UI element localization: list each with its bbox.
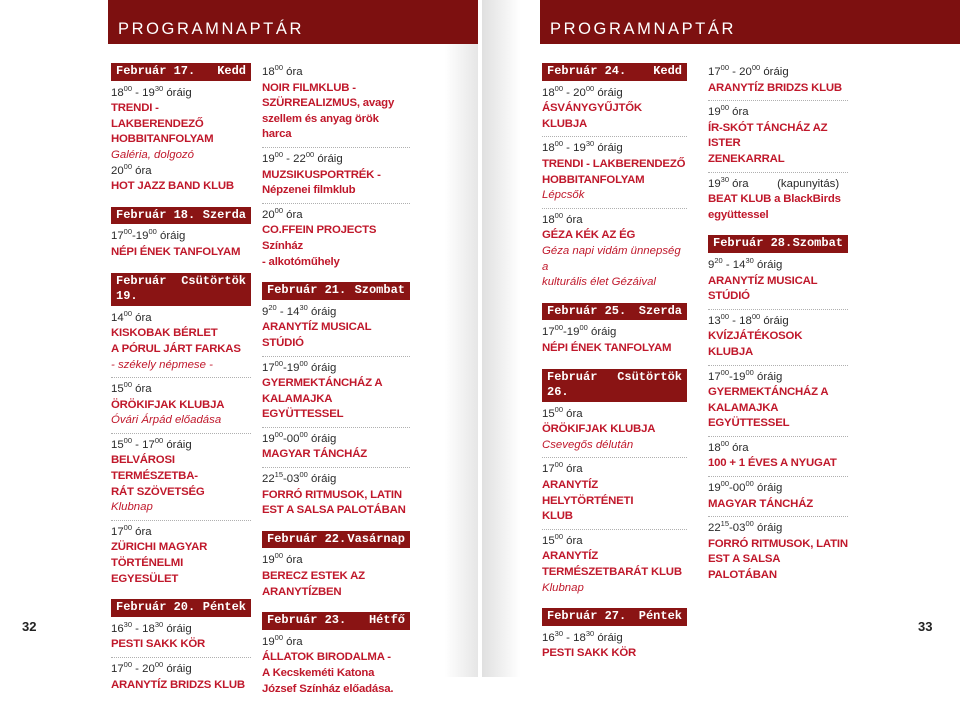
event-time: $14^{00}$ óra bbox=[111, 308, 152, 324]
event-name: ÁLLATOK BIRODALMA - bbox=[262, 651, 391, 664]
day-weekday: Péntek bbox=[638, 609, 682, 624]
event-item bbox=[262, 303, 410, 357]
day-header bbox=[542, 608, 687, 626]
event-name: EST A SALSA PALOTÁBAN bbox=[708, 553, 780, 582]
event-time: $9^{20} - 14^{30}$ óráig bbox=[262, 302, 337, 318]
event-item bbox=[262, 206, 410, 274]
event-item bbox=[708, 479, 848, 517]
event-name: KISKOBAK BÉRLET bbox=[111, 327, 218, 340]
event-time: $15^{00}$ óra bbox=[111, 380, 152, 396]
event-name: ÖRÖKIFJAK KLUBJA bbox=[111, 398, 225, 411]
event-item bbox=[111, 309, 251, 378]
page-header-title: PROGRAMNAPTÁR bbox=[118, 20, 304, 38]
day-header bbox=[262, 612, 410, 630]
day-date: Február 23. bbox=[267, 613, 347, 628]
event-name: A PÓRUL JÁRT FARKAS bbox=[111, 342, 241, 355]
event-name: TÖRTÉNELMI EGYESÜLET bbox=[111, 557, 184, 585]
day-weekday: Szerda bbox=[638, 303, 682, 318]
day-weekday: Szombat bbox=[792, 236, 843, 251]
event-time: $19^{30}$ óra (kapunyitás) bbox=[708, 174, 840, 190]
event-name: NÉPI ÉNEK TANFOLYAM bbox=[542, 341, 672, 354]
day-date: Február 26. bbox=[547, 369, 598, 400]
day-header bbox=[542, 63, 687, 81]
event-item bbox=[262, 359, 410, 428]
event-time: $18^{00} - 19^{30}$ óráig bbox=[111, 83, 192, 99]
day-weekday: Hétfő bbox=[368, 613, 405, 628]
event-subtitle: - székely népmese - bbox=[111, 358, 213, 371]
event-name: - alkotóműhely bbox=[262, 255, 340, 268]
event-item bbox=[542, 629, 687, 666]
header-banner bbox=[108, 0, 478, 44]
page-number: 32 bbox=[22, 619, 37, 634]
event-name: ARANYTÍZBEN bbox=[262, 585, 342, 598]
page-number: 33 bbox=[918, 619, 933, 634]
page-header-title: PROGRAMNAPTÁR bbox=[550, 20, 736, 38]
event-item bbox=[111, 227, 251, 264]
schedule-column bbox=[542, 63, 687, 668]
event-subtitle: Óvári Árpád előadása bbox=[111, 414, 222, 427]
event-item bbox=[111, 523, 251, 591]
day-date: Február 25. bbox=[547, 303, 627, 318]
event-item bbox=[542, 323, 687, 360]
day-header bbox=[111, 273, 251, 306]
event-name: A Kecskeméti Katona bbox=[262, 667, 375, 679]
event-item bbox=[708, 519, 848, 587]
event-time: $17^{00}-19^{00}$ óráig bbox=[708, 367, 783, 383]
event-item bbox=[262, 63, 410, 148]
day-date: Február 18. bbox=[116, 207, 196, 222]
event-item bbox=[111, 436, 251, 521]
schedule-column bbox=[262, 63, 410, 703]
event-name: HOBBITANFOLYAM bbox=[542, 173, 645, 186]
event-item bbox=[111, 660, 251, 697]
event-item bbox=[542, 139, 687, 208]
event-name: KVÍZJÁTÉKOSOK KLUBJA bbox=[708, 330, 803, 358]
event-time: $15^{00} - 17^{00}$ óráig bbox=[111, 435, 192, 451]
event-item bbox=[708, 103, 848, 172]
event-name: BEAT KLUB a BlackBirds bbox=[708, 193, 841, 206]
day-date: Február 20. bbox=[116, 600, 196, 615]
event-time: $17^{00}-19^{00}$ óráig bbox=[542, 323, 617, 339]
event-name: BERECZ ESTEK AZ bbox=[262, 570, 365, 583]
event-subtitle: kulturális élet Gézáival bbox=[542, 276, 656, 289]
event-item bbox=[708, 63, 848, 101]
event-name: ZÜRICHI MAGYAR bbox=[111, 541, 208, 554]
event-item bbox=[111, 620, 251, 658]
event-time: $20^{00}$ óra bbox=[111, 161, 152, 177]
event-name: MUZSIKUSPORTRÉK - bbox=[262, 168, 381, 181]
event-name: GÉZA KÉK AZ ÉG bbox=[542, 229, 636, 242]
event-name: GYERMEKTÁNCHÁZ A bbox=[262, 377, 383, 390]
event-item bbox=[708, 256, 848, 310]
event-name: ARANYTÍZ MUSICAL STÚDIÓ bbox=[708, 274, 818, 303]
event-name: szellem és anyag örök bbox=[262, 112, 379, 125]
day-date: Február 24. bbox=[547, 64, 627, 78]
event-name: harca bbox=[262, 128, 292, 141]
event-name: ARANYTÍZ HELYTÖRTÉNETI bbox=[542, 479, 634, 507]
event-item bbox=[262, 633, 410, 701]
event-name: CO.FFEIN PROJECTS Színház bbox=[262, 224, 377, 252]
day-header bbox=[111, 63, 251, 81]
event-item bbox=[262, 430, 410, 468]
event-name: ZENEKARRAL bbox=[708, 152, 785, 165]
event-name: Népzenei filmklub bbox=[262, 184, 356, 197]
event-name: ARANYTÍZ BRIDZS KLUB bbox=[708, 81, 842, 94]
day-weekday: Kedd bbox=[653, 64, 682, 78]
event-name: ARANYTÍZ bbox=[542, 550, 598, 563]
event-time: $19^{00}-00^{00}$ óráig bbox=[262, 429, 337, 445]
event-name: MAGYAR TÁNCHÁZ bbox=[262, 448, 367, 461]
event-time: $17^{00}-19^{00}$ óráig bbox=[111, 227, 186, 243]
event-name: NÉPI ÉNEK TANFOLYAM bbox=[111, 245, 241, 258]
event-name: HOBBITANFOLYAM bbox=[111, 133, 214, 146]
event-name: ÖRÖKIFJAK KLUBJA bbox=[542, 423, 656, 436]
day-date: Február 28. bbox=[713, 236, 793, 251]
event-time: $19^{00}$ óra bbox=[262, 632, 303, 648]
event-time: $16^{30} - 18^{30}$ óráig bbox=[542, 628, 623, 644]
event-time: $18^{00}$ óra bbox=[542, 210, 583, 226]
day-weekday: Péntek bbox=[202, 600, 246, 615]
event-name: TRENDI - LAKBERENDEZŐ bbox=[111, 102, 204, 130]
event-name: MAGYAR TÁNCHÁZ bbox=[708, 497, 813, 510]
event-item bbox=[542, 532, 687, 600]
day-date: Február 22. bbox=[267, 531, 347, 546]
day-date: Február 21. bbox=[267, 283, 347, 298]
event-time: $18^{00} - 20^{00}$ óráig bbox=[542, 83, 623, 99]
event-item bbox=[111, 84, 251, 199]
event-time: $15^{00}$ óra bbox=[542, 531, 583, 547]
left-page bbox=[0, 0, 478, 695]
event-time: $18^{00} - 19^{30}$ óráig bbox=[542, 139, 623, 155]
event-time: $13^{00} - 18^{00}$ óráig bbox=[708, 311, 789, 327]
event-time: $17^{00}-19^{00}$ óráig bbox=[262, 358, 337, 374]
event-name: 100 + 1 ÉVES A NYUGAT bbox=[708, 457, 837, 470]
event-time: $17^{00} - 20^{00}$ óráig bbox=[111, 660, 192, 675]
event-item bbox=[708, 175, 848, 228]
event-name: KALAMAJKA EGYÜTTESSEL bbox=[262, 392, 344, 421]
event-subtitle: Klubnap bbox=[111, 501, 153, 514]
event-name: ARANYTÍZ MUSICAL STÚDIÓ bbox=[262, 321, 372, 349]
event-name: HOT JAZZ BAND KLUB bbox=[111, 180, 234, 193]
event-time: $18^{00}$ óra bbox=[262, 63, 303, 78]
event-name: SZÜRREALIZMUS, avagy bbox=[262, 97, 395, 110]
day-date: Február 17. bbox=[116, 64, 196, 78]
day-weekday: Vasárnap bbox=[347, 531, 405, 546]
event-item bbox=[262, 470, 410, 523]
schedule-column bbox=[708, 63, 848, 590]
event-name: NOIR FILMKLUB - bbox=[262, 81, 356, 94]
event-time: $20^{00}$ óra bbox=[262, 205, 303, 221]
event-name: KLUB bbox=[542, 510, 573, 523]
header-banner bbox=[540, 0, 960, 44]
day-date: Február 19. bbox=[116, 273, 167, 304]
day-header bbox=[111, 599, 251, 617]
event-name: TRENDI - LAKBERENDEZŐ bbox=[542, 157, 686, 170]
event-name: BELVÁROSI TERMÉSZETBA- bbox=[111, 454, 198, 483]
event-name: KALAMAJKA EGYÜTTESSEL bbox=[708, 401, 790, 430]
day-weekday: Csütörtök bbox=[181, 273, 246, 288]
event-time: $17^{00} - 20^{00}$ óráig bbox=[708, 63, 789, 78]
right-page bbox=[482, 0, 960, 677]
event-name: FORRÓ RITMUSOK, LATIN bbox=[262, 488, 402, 501]
event-item bbox=[708, 312, 848, 366]
day-date: Február 27. bbox=[547, 609, 627, 624]
event-time: $19^{00}$ óra bbox=[262, 551, 303, 567]
event-item bbox=[262, 150, 410, 204]
event-item bbox=[542, 405, 687, 459]
day-header bbox=[262, 531, 410, 549]
event-time: $19^{00}$ óra bbox=[708, 103, 749, 119]
day-weekday: Szerda bbox=[202, 207, 246, 222]
event-item bbox=[111, 380, 251, 434]
event-time: $17^{00}$ óra bbox=[111, 522, 152, 538]
event-name: GYERMEKTÁNCHÁZ A bbox=[708, 386, 829, 399]
event-name: ARANYTÍZ BRIDZS KLUB bbox=[111, 678, 245, 691]
event-name: együttessel bbox=[708, 208, 769, 221]
event-time: $15^{00}$ óra bbox=[542, 404, 583, 420]
event-subtitle: Csevegős délután bbox=[542, 438, 634, 451]
day-header bbox=[111, 207, 251, 225]
day-header bbox=[542, 303, 687, 321]
event-name: PESTI SAKK KÖR bbox=[542, 647, 637, 660]
event-time: $19^{00} - 22^{00}$ óráig bbox=[262, 149, 343, 165]
day-header bbox=[542, 369, 687, 402]
event-time: $22^{15}-03^{00}$ óráig bbox=[708, 519, 783, 535]
event-name: FORRÓ RITMUSOK, LATIN bbox=[708, 537, 848, 550]
event-name: TERMÉSZETBARÁT KLUB bbox=[542, 566, 682, 579]
day-header bbox=[708, 235, 848, 253]
day-header bbox=[262, 282, 410, 300]
event-item bbox=[708, 439, 848, 477]
event-subtitle: Lépcsők bbox=[542, 189, 585, 202]
event-name: EST A SALSA PALOTÁBAN bbox=[262, 504, 406, 517]
event-time: $22^{15}-03^{00}$ óráig bbox=[262, 470, 337, 486]
event-time: $17^{00}$ óra bbox=[542, 460, 583, 476]
event-time: $18^{00}$ óra bbox=[708, 438, 749, 454]
event-item bbox=[708, 368, 848, 437]
event-item bbox=[542, 84, 687, 138]
schedule-column bbox=[111, 63, 251, 699]
event-name: RÁT SZÖVETSÉG bbox=[111, 485, 205, 498]
day-weekday: Szombat bbox=[354, 283, 405, 298]
event-time: $9^{20} - 14^{30}$ óráig bbox=[708, 255, 783, 271]
event-item bbox=[262, 551, 410, 604]
event-time: $19^{00}-00^{00}$ óráig bbox=[708, 479, 783, 495]
event-name: ÁSVÁNYGYŰJTŐK KLUBJA bbox=[542, 102, 642, 130]
event-subtitle: Géza napi vidám ünnepség a bbox=[542, 244, 681, 273]
event-item bbox=[542, 460, 687, 529]
event-subtitle: Klubnap bbox=[542, 581, 584, 594]
event-name: József Színház előadása. bbox=[262, 682, 394, 695]
event-subtitle: Galéria, dolgozó bbox=[111, 148, 194, 161]
event-name: PESTI SAKK KÖR bbox=[111, 638, 206, 651]
day-weekday: Csütörtök bbox=[617, 369, 682, 384]
event-time: $16^{30} - 18^{30}$ óráig bbox=[111, 619, 192, 635]
event-item bbox=[542, 211, 687, 295]
event-name: ÍR-SKÓT TÁNCHÁZ AZ ISTER bbox=[708, 121, 828, 150]
day-weekday: Kedd bbox=[217, 64, 246, 78]
